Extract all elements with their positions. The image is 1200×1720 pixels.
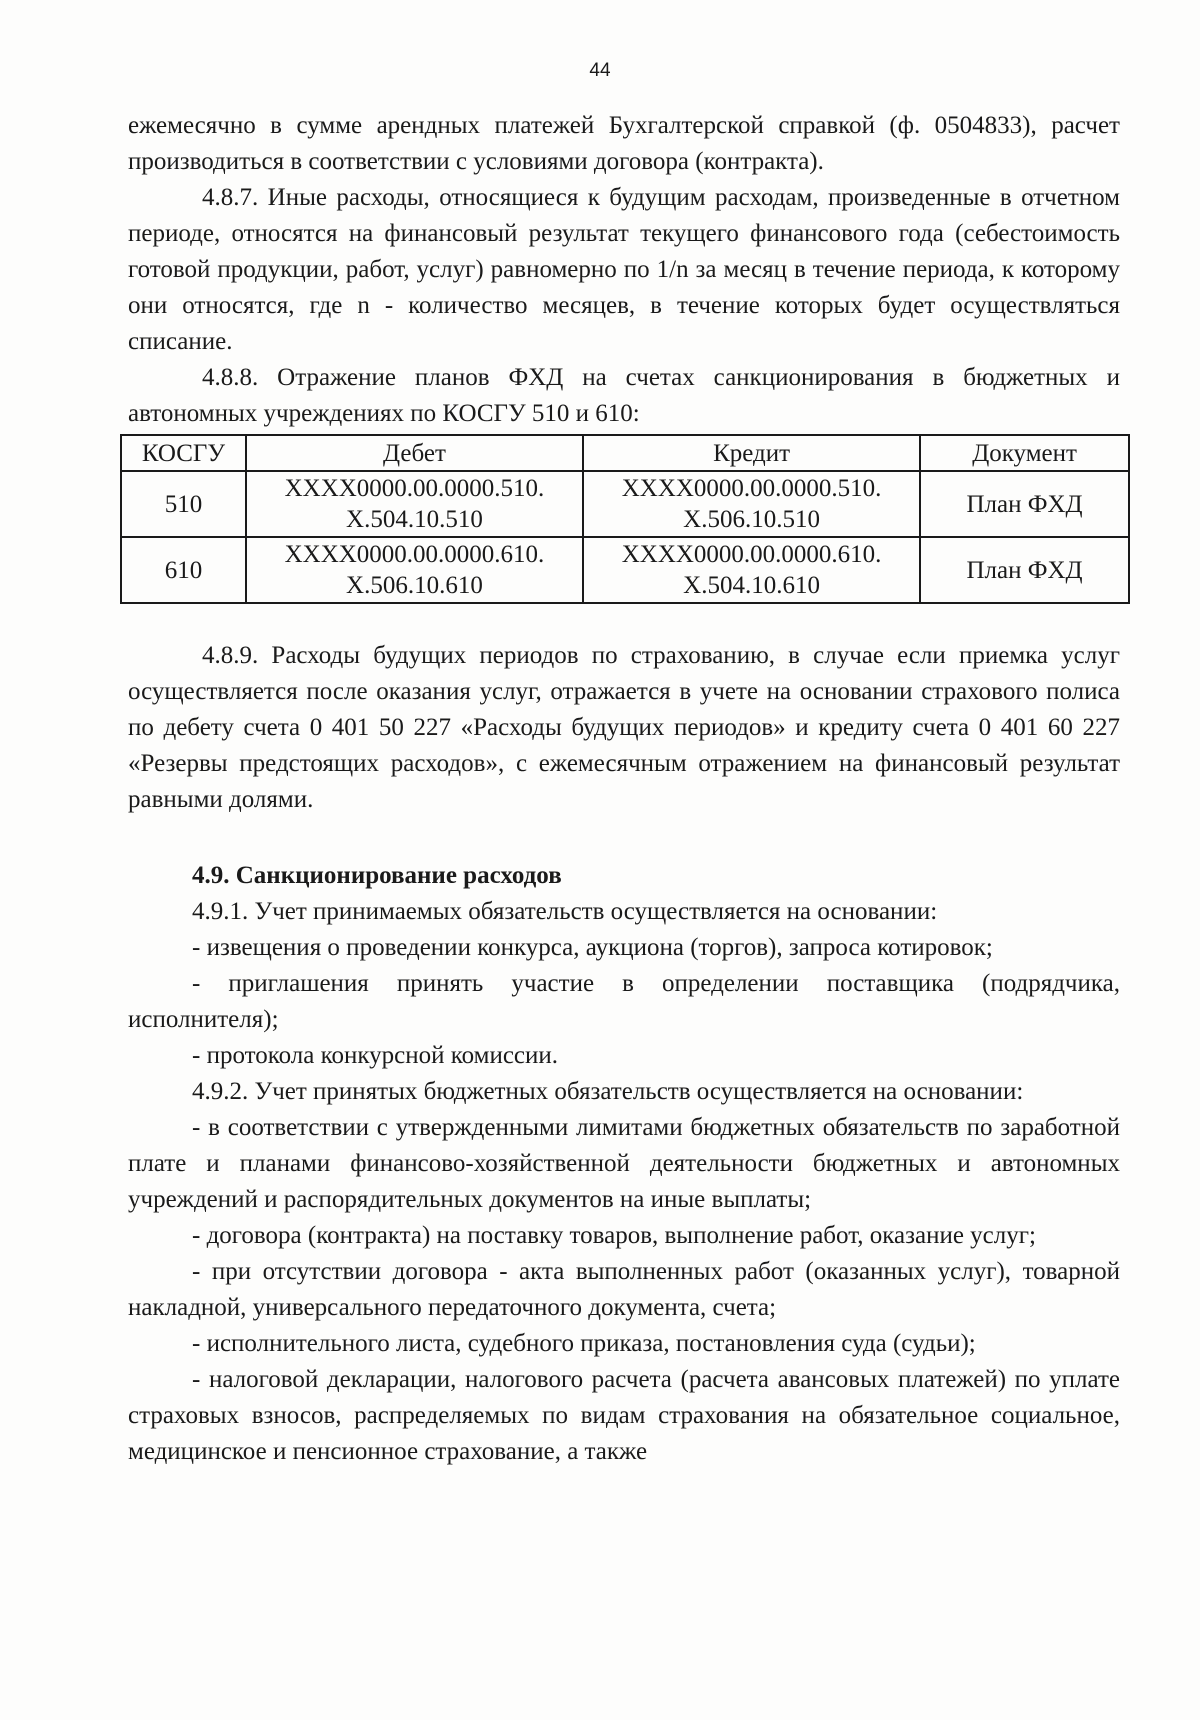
debit-account-line: ХХХХ0000.00.0000.610. [284, 541, 545, 568]
credit-account-line: ХХХХ0000.00.0000.510. [621, 475, 882, 502]
cell-kosgu: 510 [121, 471, 246, 537]
paragraph-4-8-7: 4.8.7. Иные расходы, относящиеся к будущим расходам, произведенные в отчетном периоде, относятся на финансовый результат текущего финансового года (себестоимость готовой продукции, работ, услуг) равномерно по 1/n за месяц в течение периода, к которому они относятся, где n - количество месяцев, в течение которых будет осуществляться списание. [128, 184, 1120, 355]
section-heading-4-9: 4.9. Санкционирование расходов [192, 862, 562, 889]
credit-account-line: Х.506.10.510 [683, 506, 820, 533]
paragraph-continuation: ежемесячно в сумме арендных платежей Бухгалтерской справкой (ф. 0504833), расчет производиться в соответствии с условиями договора (контракта). [128, 112, 1120, 175]
paragraph-4-8-9: 4.8.9. Расходы будущих периодов по страхованию, в случае если приемка услуг осуществляется после оказания услуг, отражается в учете на основании страхового полиса по дебету счета 0 401 50 227 «Расходы будущих периодов» и кредиту счета 0 401 60 227 «Резервы предстоящих расходов», с ежемесячным отражением на финансовый результат равными долями. [128, 642, 1120, 813]
paragraph-4-9-1: 4.9.1. Учет принимаемых обязательств осуществляется на основании: [192, 898, 938, 925]
table-row [121, 471, 1129, 537]
header-kosgu: КОСГУ [121, 435, 246, 471]
cell-debit [246, 471, 583, 537]
list-item: - приглашения принять участие в определении поставщика (подрядчика, исполнителя); [128, 970, 1120, 1033]
list-item: - извещения о проведении конкурса, аукциона (торгов), запроса котировок; [192, 934, 993, 961]
list-item: - протокола конкурсной комиссии. [192, 1042, 559, 1069]
list-item: - договора (контракта) на поставку товаров, выполнение работ, оказание услуг; [192, 1222, 1036, 1249]
page-content [128, 108, 1120, 1470]
debit-account-line: Х.504.10.510 [346, 506, 483, 533]
header-debit: Дебет [246, 435, 583, 471]
debit-account-line: Х.506.10.610 [346, 572, 483, 599]
table-header-row [121, 435, 1129, 471]
header-document: Документ [920, 435, 1129, 471]
list-item: - налоговой декларации, налогового расчета (расчета авансовых платежей) по уплате страховых взносов, распределяемых по видам страхования на обязательное социальное, медицинское и пенсионное страхование, а также [128, 1366, 1120, 1465]
credit-account-line: Х.504.10.610 [683, 572, 820, 599]
page-number: 44 [589, 60, 611, 81]
cell-credit [583, 537, 920, 603]
kosgu-table [120, 434, 1130, 604]
table-row [121, 537, 1129, 603]
cell-credit [583, 471, 920, 537]
list-item: - исполнительного листа, судебного приказа, постановления суда (судьи); [192, 1330, 976, 1357]
paragraph-4-8-8: 4.8.8. Отражение планов ФХД на счетах санкционирования в бюджетных и автономных учреждениях по КОСГУ 510 и 610: [128, 364, 1120, 427]
cell-document: План ФХД [920, 537, 1129, 603]
cell-document: План ФХД [920, 471, 1129, 537]
paragraph-4-9-2: 4.9.2. Учет принятых бюджетных обязательств осуществляется на основании: [192, 1078, 1024, 1105]
list-item: - при отсутствии договора - акта выполненных работ (оказанных услуг), товарной накладной, универсального передаточного документа, счета; [128, 1258, 1120, 1321]
credit-account-line: ХХХХ0000.00.0000.610. [621, 541, 882, 568]
list-item: - в соответствии с утвержденными лимитами бюджетных обязательств по заработной плате и планами финансово-хозяйственной деятельности бюджетных и автономных учреждений и распорядительных документов на иные выплаты; [128, 1114, 1120, 1213]
header-credit: Кредит [583, 435, 920, 471]
cell-kosgu: 610 [121, 537, 246, 603]
debit-account-line: ХХХХ0000.00.0000.510. [284, 475, 545, 502]
cell-debit [246, 537, 583, 603]
